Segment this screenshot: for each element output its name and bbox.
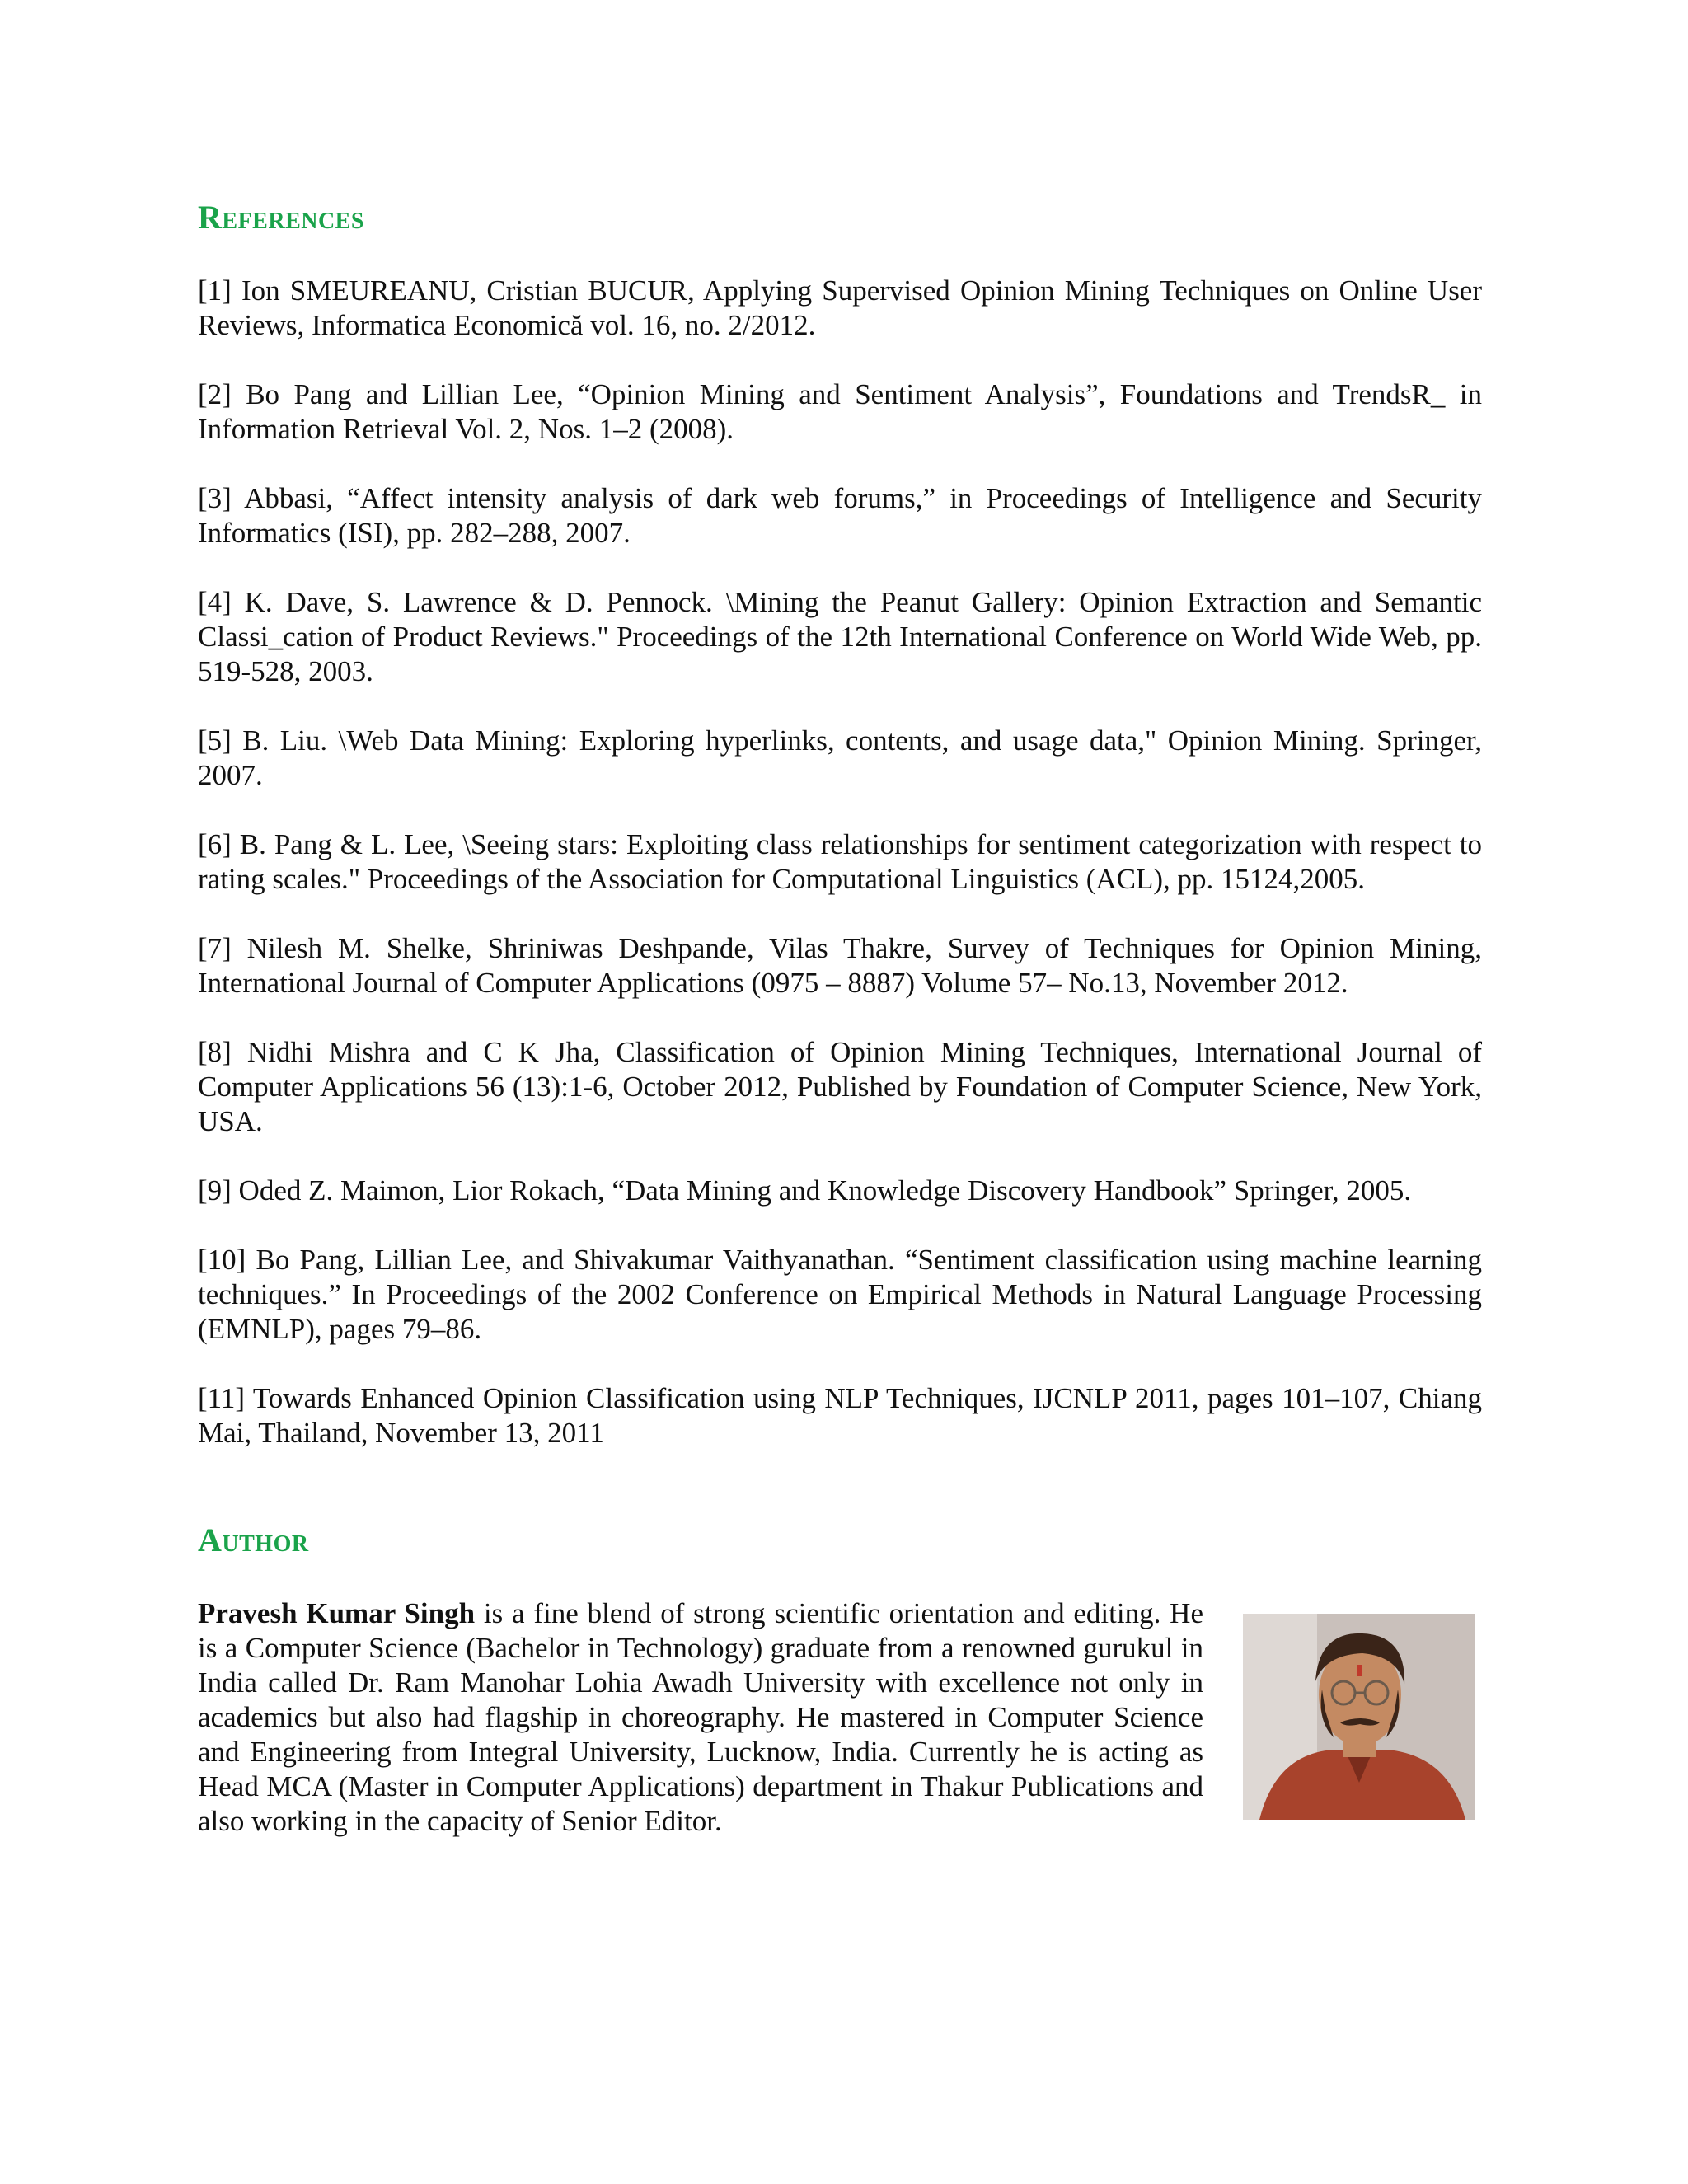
reference-item-1: [1] Ion SMEUREANU, Cristian BUCUR, Applying Supervised Opinion Mining Techniques on Online User Reviews, Informatica Economică vol. 16, no. 2/2012. [198, 274, 1482, 341]
reference-item-4: [4] K. Dave, S. Lawrence & D. Pennock. \Mining the Peanut Gallery: Opinion Extraction and Semantic Classi_cation of Product Reviews." Proceedings of the 12th International Conference on World Wide Web, pp. 519-528, 2003. [198, 586, 1482, 687]
reference-item-6: [6] B. Pang & L. Lee, \Seeing stars: Exploiting class relationships for sentiment categorization with respect to rating scales." Proceedings of the Association for Computational Linguistics (ACL), pp. 15124,2005. [198, 828, 1482, 895]
author-bio [198, 1596, 1203, 1839]
reference-item-3: [3] Abbasi, “Affect intensity analysis of dark web forums,” in Proceedings of Intelligence and Security Informatics (ISI), pp. 282–288, 2007. [198, 482, 1482, 549]
reference-item-7: [7] Nilesh M. Shelke, Shriniwas Deshpande, Vilas Thakre, Survey of Techniques for Opinion Mining, International Journal of Computer Applications (0975 – 8887) Volume 57– No.13, November 2012. [198, 932, 1482, 999]
reference-item-11: [11] Towards Enhanced Opinion Classification using NLP Techniques, IJCNLP 2011, pages 101–107, Chiang Mai, Thailand, November 13, 2011 [198, 1382, 1482, 1449]
reference-item-9: [9] Oded Z. Maimon, Lior Rokach, “Data Mining and Knowledge Discovery Handbook” Springer, 2005. [198, 1174, 1412, 1207]
reference-list [198, 274, 1482, 1485]
author-heading: Author [198, 1521, 309, 1558]
author-name: Pravesh Kumar Singh [198, 1597, 476, 1629]
reference-item-2: [2] Bo Pang and Lillian Lee, “Opinion Mining and Sentiment Analysis”, Foundations and TrendsR_ in Information Retrieval Vol. 2, Nos. 1–2 (2008). [198, 378, 1482, 445]
reference-item-10: [10] Bo Pang, Lillian Lee, and Shivakumar Vaithyanathan. “Sentiment classification using machine learning techniques.” In Proceedings of the 2002 Conference on Empirical Methods in Natural Language Processing (EMNLP), pages 79–86. [198, 1244, 1482, 1345]
reference-item-5: [5] B. Liu. \Web Data Mining: Exploring hyperlinks, contents, and usage data," Opinion Mining. Springer, 2007. [198, 724, 1482, 791]
author-photo [1243, 1614, 1475, 1820]
reference-item-8: [8] Nidhi Mishra and C K Jha, Classification of Opinion Mining Techniques, International Journal of Computer Applications 56 (13):1-6, October 2012, Published by Foundation of Computer Science, New York, USA. [198, 1036, 1482, 1137]
references-heading: References [198, 199, 364, 236]
author-portrait-icon [1243, 1614, 1475, 1820]
author-bio-text: is a fine blend of strong scientific orientation and editing. He is a Computer Science (Bachelor in Technology) graduate from a renowned gurukul in India called Dr. Ram Manohar Lohia Awadh University with excellence not only in academics but also had flagship in choreography. He mastered in Computer Science and Engineering from Integral University, Lucknow, India. Currently he is acting as Head MCA (Master in Computer Applications) department in Thakur Publications and also working in the capacity of Senior Editor. [198, 1597, 1203, 1837]
